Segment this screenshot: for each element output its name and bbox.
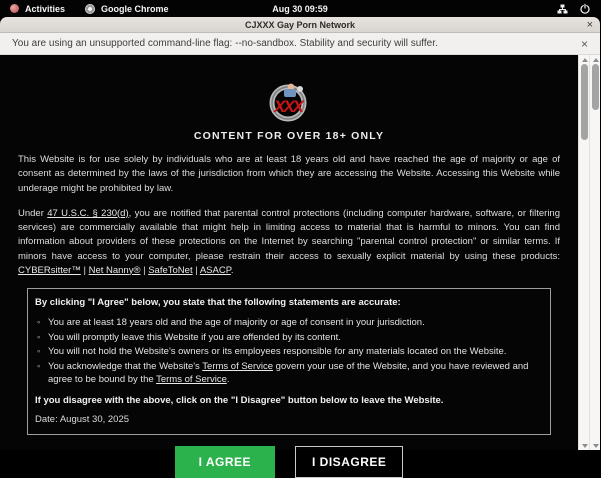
age-gate-buttons [18,446,560,478]
bullet4-text: govern your use of the Website, and you have reviewed and agree to be bound by the [48,360,529,386]
i-agree-button[interactable]: I AGREE [175,446,275,478]
age-gate-heading: CONTENT FOR OVER 18+ ONLY [193,130,385,142]
separator: | [80,264,89,276]
activities-button[interactable]: Activities [25,3,66,14]
chrome-warning-banner [0,33,600,55]
scroll-up-icon[interactable] [590,55,601,64]
age-gate-paragraph-2 [18,207,560,278]
para2-text: , you are notified that parental control protections (including computer hardware, software, or filtering services) are commercially available that might help in limiting access to material that is harmful to minors. You can find information about providers of these protections on the Internet by searching "parental control protection" or similar terms. If minors have access to your computer, please restrain their access to sexually explicit material by using these products: [18,207,560,262]
list-item [35,360,543,387]
cybersitter-link[interactable]: CYBERsitter™ [18,264,81,276]
para2-text: . [230,264,234,276]
clock[interactable]: Aug 30 09:59 [272,3,328,14]
usc-230d-link[interactable]: 47 U.S.C. § 230(d) [47,207,129,219]
agreement-statement-box [27,288,551,435]
page-content [0,55,600,469]
power-icon[interactable] [580,4,590,14]
app-menu-button[interactable]: Google Chrome [101,3,169,14]
terms-of-service-link[interactable]: Terms of Service [202,360,274,372]
terms-of-service-link[interactable]: Terms of Service [156,374,227,386]
list-item: ◦ You will not hold the Website's owners or its employees responsible for any materials located on the Website. [35,345,543,358]
scroll-down-icon[interactable] [590,441,601,450]
net-nanny-link[interactable]: Net Nanny® [88,264,141,276]
para2-text: Under [18,207,48,219]
window-title: CJXXX Gay Porn Network [244,19,356,30]
window-scrollbar[interactable] [589,55,600,450]
inner-scrollbar[interactable] [578,55,589,450]
window-close-button[interactable]: × [586,19,593,31]
svg-text:XXX: XXX [273,97,303,116]
chrome-app-icon [85,4,95,14]
safetonet-link[interactable]: SafeToNet [148,264,193,276]
separator: | [140,264,149,276]
warning-close-icon[interactable]: × [580,36,588,51]
age-gate-paragraph-1: This Website is for use solely by individuals who are at least 18 years old and have reached the age of majority or age of consent as determined by the laws of the jurisdiction from which they are accessing the Website. Accessing this Website while underage might be prohibited by law. [18,154,560,194]
list-item: ◦ You are at least 18 years old and the age of majority or age of consent in your jurisdiction. [35,316,543,329]
separator: | [192,264,200,276]
gnome-top-bar [0,0,600,17]
cjxxx-logo-icon [262,79,316,125]
warning-message: You are using an unsupported command-line flag: --no-sandbox. Stability and security will suffer. [12,38,438,49]
agreement-intro: By clicking "I Agree" below, you state that the following statements are accurate: [35,297,401,308]
agreement-bullet-list [35,316,543,386]
asacp-link[interactable]: ASACP [199,264,231,276]
i-disagree-button[interactable]: I DISAGREE [295,446,403,478]
date-line: Date: August 30, 2025 [35,413,130,425]
window-title-bar [0,17,600,33]
screen-record-indicator-icon [10,4,19,13]
bullet4-text: You acknowledge that the Website's [48,360,203,372]
list-item: ◦ You will promptly leave this Website if you are offended by its content. [35,331,543,344]
window-scrollbar-thumb[interactable] [592,64,599,110]
disagree-instruction: If you disagree with the above, click on the "I Disagree" button below to leave the Website. [35,394,444,406]
site-logo [18,55,560,125]
bullet4-text: . [226,374,230,386]
network-icon[interactable] [557,4,568,14]
inner-scrollbar-thumb[interactable] [581,64,588,140]
